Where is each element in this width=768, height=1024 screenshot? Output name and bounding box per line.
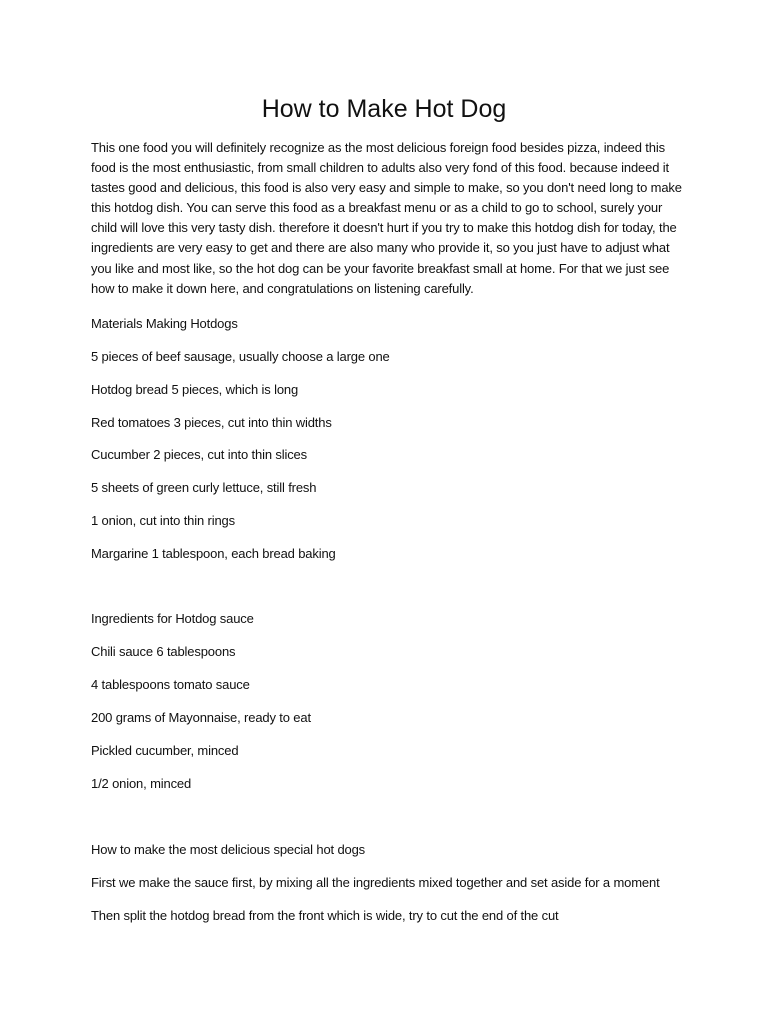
material-item: 1 onion, cut into thin rings	[91, 513, 235, 528]
sauce-item: 1/2 onion, minced	[91, 776, 192, 791]
sauce-item: 4 tablespoons tomato sauce	[91, 677, 250, 692]
sauce-item: Chili sauce 6 tablespoons	[91, 644, 236, 659]
intro-paragraph: This one food you will definitely recognize as the most delicious foreign food besides pizza, indeed this food is the most enthusiastic, from small children to adults also very fond of this food. because indeed it tastes good and delicious, this food is also very easy and simple to make, so you don't need long to make this hotdog dish. You can serve this food as a breakfast menu or as a child to go to school, surely your child will love this very tasty dish. therefore it doesn't hurt if you try to make this hotdog dish for today, the ingredients are very easy to get and there are also many who provide it, so you just have to adjust what you like and most like, so the hot dog can be your favorite breakfast small at home. For that we just see how to make it down here, and congratulations on listening carefully.	[91, 140, 682, 296]
document-title: How to Make Hot Dog	[261, 95, 507, 123]
sauce-item: 200 grams of Mayonnaise, ready to eat	[91, 710, 311, 725]
material-item: 5 sheets of green curly lettuce, still fresh	[91, 480, 317, 495]
material-item: Hotdog bread 5 pieces, which is long	[91, 382, 299, 397]
sauce-item: Pickled cucumber, minced	[91, 743, 239, 758]
sauce-heading: Ingredients for Hotdog sauce	[91, 611, 254, 626]
material-item: Cucumber 2 pieces, cut into thin slices	[91, 447, 307, 462]
material-item: 5 pieces of beef sausage, usually choose a large one	[91, 349, 390, 364]
step-item: First we make the sauce first, by mixing all the ingredients mixed together and set aside for a moment	[91, 875, 660, 890]
materials-heading: Materials Making Hotdogs	[91, 316, 238, 331]
material-item: Margarine 1 tablespoon, each bread baking	[91, 546, 336, 561]
steps-heading: How to make the most delicious special hot dogs	[91, 842, 366, 857]
step-item: Then split the hotdog bread from the front which is wide, try to cut the end of the cut	[91, 908, 559, 923]
material-item: Red tomatoes 3 pieces, cut into thin widths	[91, 415, 332, 430]
